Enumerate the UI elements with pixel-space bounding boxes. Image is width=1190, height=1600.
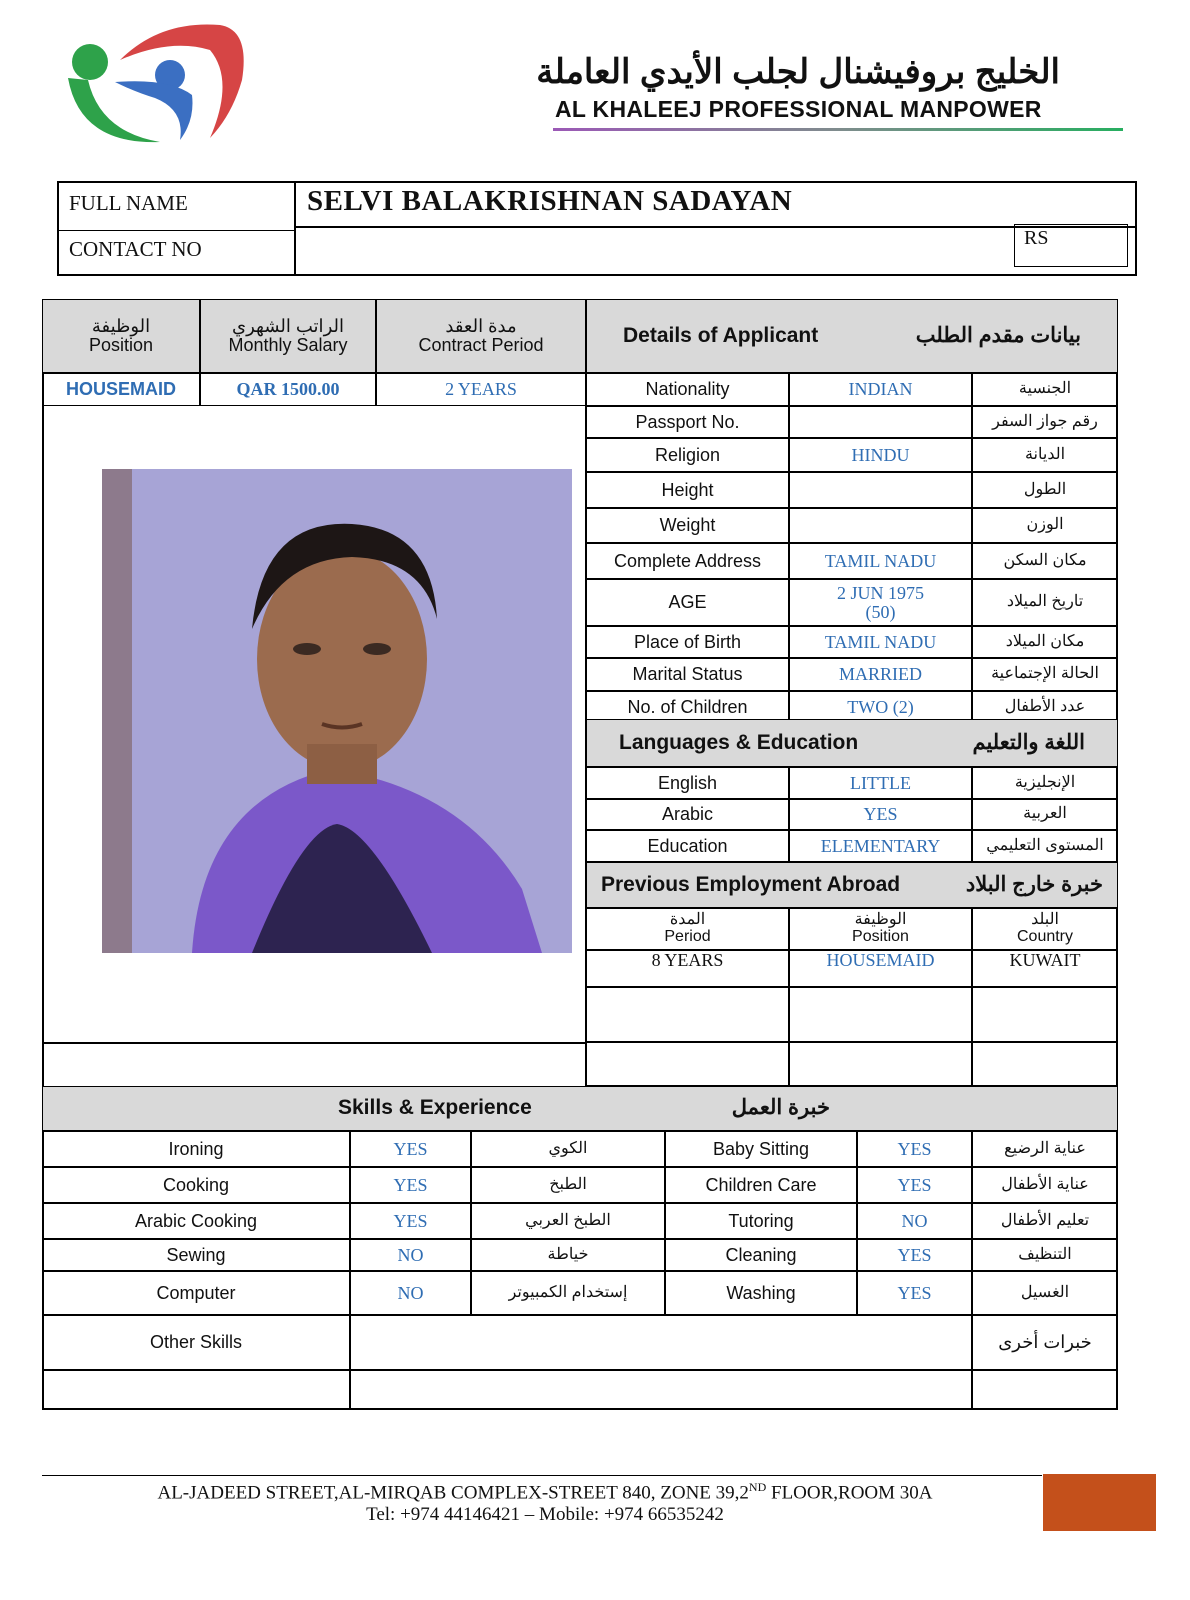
name-box-divider-h2 <box>59 230 296 231</box>
applicant-field-value-text: TAMIL NADU <box>824 550 937 571</box>
logo-blue-swoosh <box>115 81 193 140</box>
employment-title-ar: خبرة خارج البلاد <box>965 872 1103 896</box>
contact-no-label: CONTACT NO <box>69 237 202 261</box>
applicant-field-value <box>789 626 972 658</box>
emp-period-header <box>586 908 789 950</box>
skills-title-en: Skills & Experience <box>338 1096 532 1120</box>
emp-position-header <box>789 908 972 950</box>
skill-label: Cooking <box>42 1167 350 1203</box>
applicant-field-label-ar: رقم جواز السفر <box>972 406 1118 438</box>
company-name-arabic: الخليج بروفيشنال لجلب الأيدي العاملة <box>536 53 1060 91</box>
skills-header <box>42 1086 1118 1131</box>
applicant-field-value <box>789 658 972 691</box>
emp-empty-cell <box>972 987 1118 1042</box>
emp-empty-cell <box>586 1042 789 1086</box>
emp-position-ar: الوظيفة <box>854 911 907 929</box>
emp-period-en: Period <box>664 928 711 945</box>
skill-value: YES <box>857 1167 972 1203</box>
skill-label: Computer <box>42 1271 350 1315</box>
applicant-field-value-extra: (50) <box>865 601 896 622</box>
applicant-details-header <box>586 299 1118 373</box>
applicant-photo <box>102 469 572 953</box>
skill-label-ar: التنظيف <box>972 1239 1118 1271</box>
language-field-label-ar: المستوى التعليمي <box>972 830 1118 862</box>
emp-empty-cell <box>586 987 789 1042</box>
footer-accent-block <box>1043 1474 1156 1531</box>
contract-header-ar: مدة العقد <box>445 316 517 337</box>
applicant-title-en: Details of Applicant <box>623 323 819 347</box>
contract-header-en: Contract Period <box>418 335 544 355</box>
skill-value: NO <box>350 1239 471 1271</box>
employment-title-en: Previous Employment Abroad <box>601 872 901 896</box>
applicant-field-label-ar: مكان الميلاد <box>972 626 1118 658</box>
footer-address-main: AL-JADEED STREET,AL-MIRQAB COMPLEX-STREET 840, ZONE 39,2 <box>157 1482 749 1504</box>
skill-label-ar: تعليم الأطفال <box>972 1203 1118 1239</box>
applicant-field-label: Height <box>586 472 789 508</box>
language-field-value: LITTLE <box>789 767 972 799</box>
skills-empty-cell <box>42 1370 350 1410</box>
applicant-field-label-ar: الجنسية <box>972 373 1118 406</box>
other-skills-label-ar: خبرات أخرى <box>972 1315 1118 1370</box>
skills-empty-cell <box>350 1370 972 1410</box>
applicant-field-label: No. of Children <box>586 691 789 724</box>
skill-value: NO <box>857 1203 972 1239</box>
name-box-divider <box>294 183 296 274</box>
applicant-field-value <box>789 472 972 508</box>
skill-label: Baby Sitting <box>665 1131 857 1167</box>
languages-title-en: Languages & Education <box>619 730 859 754</box>
other-skills-label: Other Skills <box>42 1315 350 1370</box>
applicant-field-label: Marital Status <box>586 658 789 691</box>
applicant-field-value-text: HINDU <box>851 444 910 465</box>
applicant-field-value-text: 2 JUN 1975 <box>836 582 924 603</box>
applicant-field-label: Religion <box>586 438 789 472</box>
applicant-field-label-ar: تاريخ الميلاد <box>972 579 1118 626</box>
applicant-field-value <box>789 543 972 579</box>
skill-value: YES <box>350 1203 471 1239</box>
left-column-divider <box>585 406 587 1086</box>
language-field-label-ar: العربية <box>972 799 1118 830</box>
skill-label: Tutoring <box>665 1203 857 1239</box>
languages-header <box>586 719 1118 767</box>
emp-position-value: HOUSEMAID <box>789 950 972 987</box>
position-header <box>42 299 200 373</box>
skill-label: Children Care <box>665 1167 857 1203</box>
applicant-field-label-ar: الديانة <box>972 438 1118 472</box>
skill-label: Sewing <box>42 1239 350 1271</box>
applicant-field-label-ar: الحالة الإجتماعية <box>972 658 1118 691</box>
footer-address <box>60 1480 1030 1504</box>
applicant-field-label: Weight <box>586 508 789 543</box>
skill-label-ar: إستخدام الكمبيوتر <box>471 1271 665 1315</box>
language-field-label: Arabic <box>586 799 789 830</box>
emp-country-value: KUWAIT <box>972 950 1118 987</box>
emp-period-ar: المدة <box>669 911 706 929</box>
company-name-english: AL KHALEEJ PROFESSIONAL MANPOWER <box>555 96 1042 122</box>
position-value: HOUSEMAID <box>42 373 200 406</box>
emp-country-ar: البلد <box>1031 911 1059 929</box>
applicant-field-value-text: TWO (2) <box>847 697 914 718</box>
contract-header <box>376 299 586 373</box>
language-field-label: English <box>586 767 789 799</box>
applicant-field-label-ar: مكان السكن <box>972 543 1118 579</box>
skill-value: YES <box>857 1239 972 1271</box>
rs-label: RS <box>1024 227 1049 249</box>
languages-title-ar: اللغة والتعليم <box>972 730 1085 754</box>
language-field-value: ELEMENTARY <box>789 830 972 862</box>
name-box-divider-h <box>294 226 1135 228</box>
salary-header-ar: الراتب الشهري <box>232 316 344 337</box>
employment-header <box>586 862 1118 908</box>
applicant-field-value-text: INDIAN <box>848 379 913 400</box>
skill-value: YES <box>857 1271 972 1315</box>
left-column-rule <box>42 1042 587 1044</box>
brand-underline <box>553 128 1123 131</box>
emp-position-en: Position <box>852 928 909 945</box>
emp-country-en: Country <box>1016 928 1074 945</box>
skill-label-ar: خياطة <box>471 1239 665 1271</box>
skill-label: Washing <box>665 1271 857 1315</box>
skill-label-ar: عناية الأطفال <box>972 1167 1118 1203</box>
language-field-label: Education <box>586 830 789 862</box>
salary-header <box>200 299 376 373</box>
skill-label: Cleaning <box>665 1239 857 1271</box>
skill-label-ar: عناية الرضيع <box>972 1131 1118 1167</box>
position-header-ar: الوظيفة <box>91 316 151 337</box>
other-skills-value <box>350 1315 972 1370</box>
skill-label-ar: الطبخ العربي <box>471 1203 665 1239</box>
emp-empty-cell <box>972 1042 1118 1086</box>
skill-label-ar: الطبخ <box>471 1167 665 1203</box>
rs-box <box>1014 224 1128 267</box>
name-contact-box <box>57 181 1137 276</box>
applicant-field-label-ar: عدد الأطفال <box>972 691 1118 724</box>
applicant-field-value-text: TAMIL NADU <box>824 631 937 652</box>
skill-label-ar: الغسيل <box>972 1271 1118 1315</box>
applicant-field-label: Passport No. <box>586 406 789 438</box>
logo-green-dot <box>72 44 108 80</box>
language-field-label-ar: الإنجليزية <box>972 767 1118 799</box>
company-logo <box>60 20 250 150</box>
emp-empty-cell <box>789 987 972 1042</box>
applicant-field-label-ar: الوزن <box>972 508 1118 543</box>
footer-telephone: Tel: +974 44146421 – Mobile: +974 66535242 <box>366 1504 724 1525</box>
applicant-field-label: Nationality <box>586 373 789 406</box>
skill-value: YES <box>350 1167 471 1203</box>
skills-title-ar: خبرة العمل <box>731 1096 830 1120</box>
footer-address-rest: FLOOR,ROOM 30A <box>766 1482 933 1504</box>
applicant-title-ar: بيانات مقدم الطلب <box>915 323 1081 347</box>
salary-value: QAR 1500.00 <box>200 373 376 406</box>
applicant-field-label: AGE <box>586 579 789 626</box>
applicant-field-label: Complete Address <box>586 543 789 579</box>
applicant-field-label-ar: الطول <box>972 472 1118 508</box>
applicant-field-value <box>789 579 972 626</box>
footer-address-sup: ND <box>748 1480 767 1494</box>
footer-rule <box>42 1475 1042 1476</box>
applicant-field-value <box>789 373 972 406</box>
contract-value: 2 YEARS <box>376 373 586 406</box>
position-header-en: Position <box>88 335 154 355</box>
skill-label: Ironing <box>42 1131 350 1167</box>
skill-value: YES <box>857 1131 972 1167</box>
skill-value: NO <box>350 1271 471 1315</box>
skill-value: YES <box>350 1131 471 1167</box>
salary-header-en: Monthly Salary <box>228 335 348 355</box>
applicant-field-value-text: MARRIED <box>838 664 922 685</box>
skills-empty-cell <box>972 1370 1118 1410</box>
skill-label: Arabic Cooking <box>42 1203 350 1239</box>
emp-period-value: 8 YEARS <box>586 950 789 987</box>
applicant-field-value <box>789 438 972 472</box>
applicant-field-label: Place of Birth <box>586 626 789 658</box>
emp-country-header <box>972 908 1118 950</box>
applicant-field-value <box>789 406 972 438</box>
language-field-value: YES <box>789 799 972 830</box>
emp-empty-cell <box>789 1042 972 1086</box>
applicant-field-value <box>789 508 972 543</box>
skill-label-ar: الكوي <box>471 1131 665 1167</box>
full-name-label: FULL NAME <box>69 191 188 215</box>
full-name-value: SELVI BALAKRISHNAN SADAYAN <box>307 185 793 217</box>
